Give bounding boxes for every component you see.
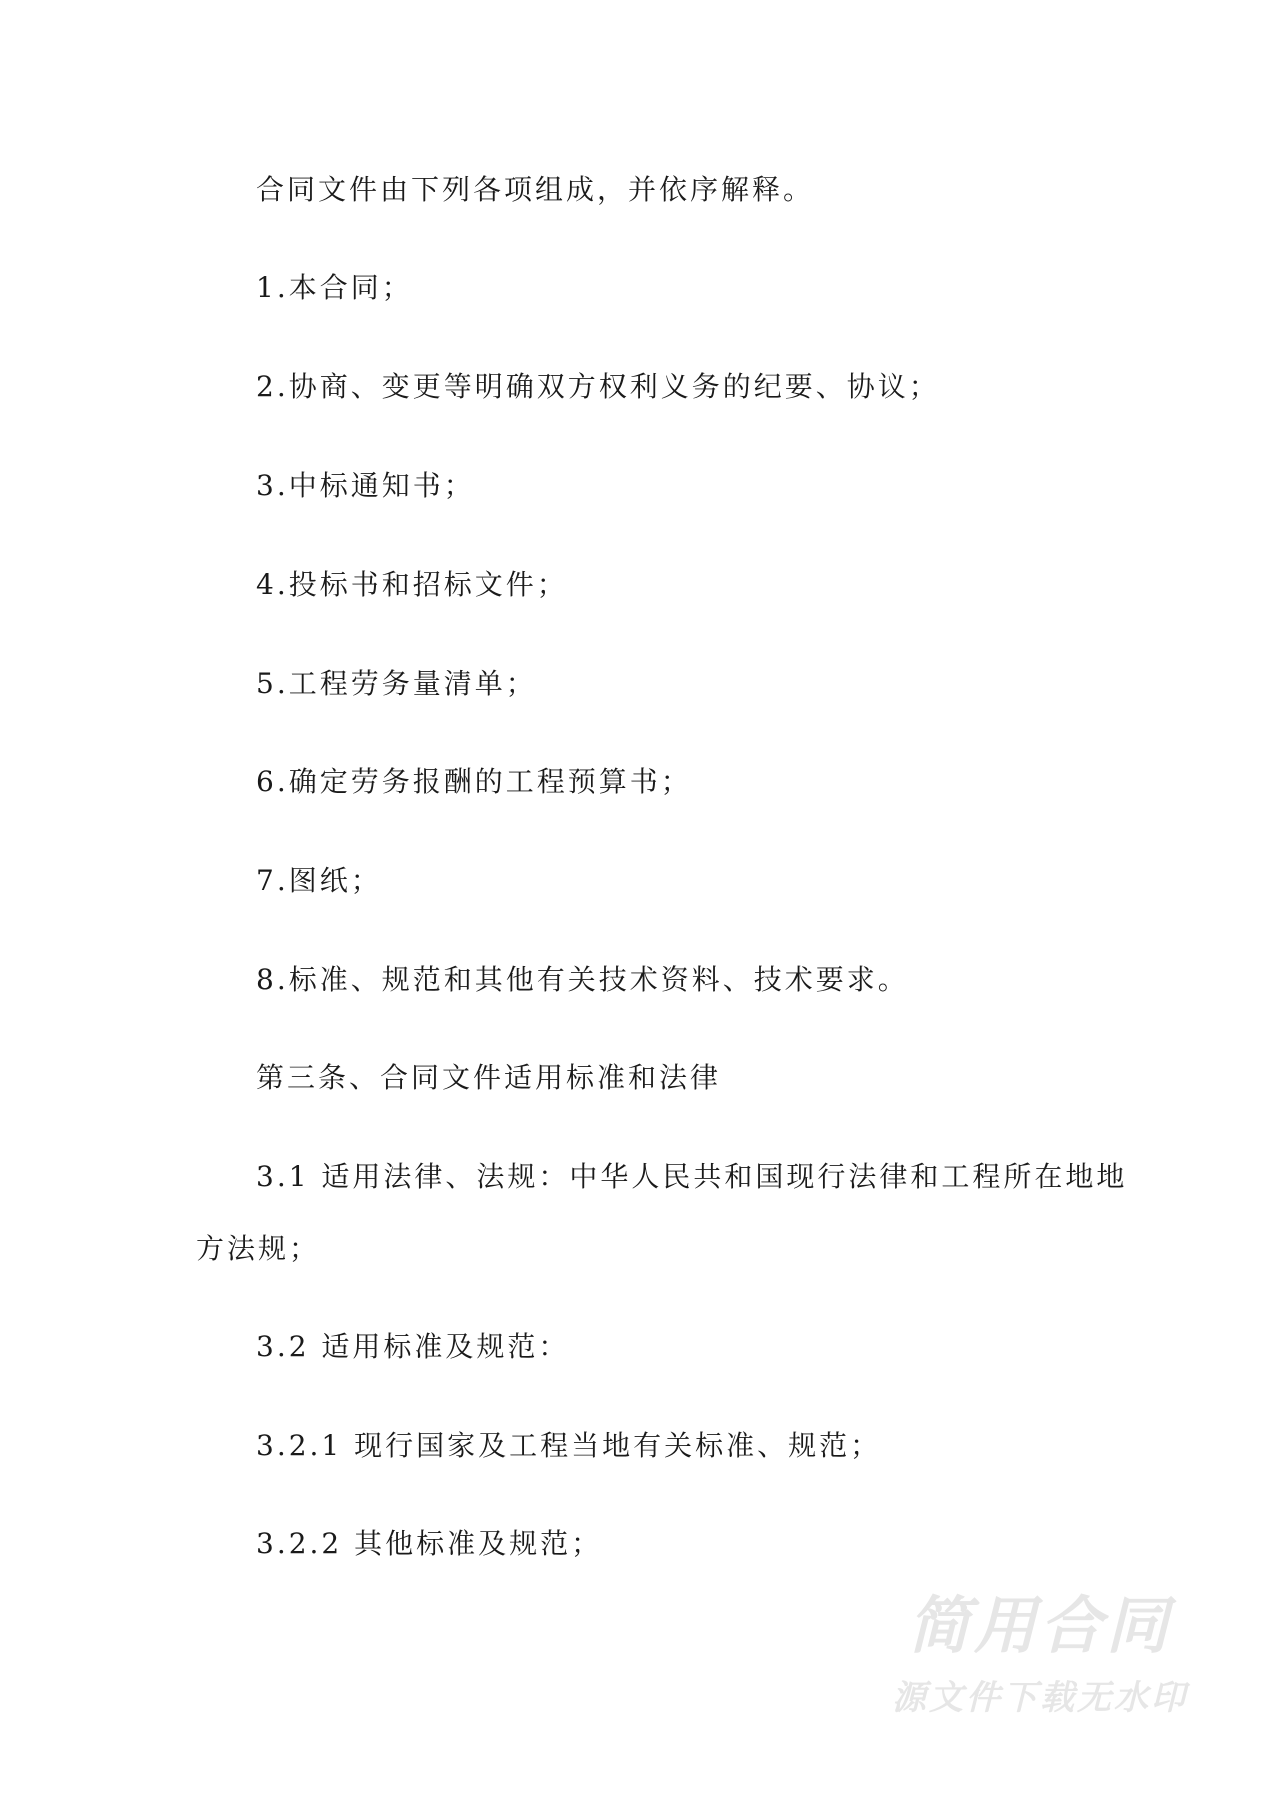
- clause-3-2-2: 3.2.2 其他标准及规范；: [256, 1527, 603, 1560]
- list-item-4: 4.投标书和招标文件；: [256, 568, 568, 601]
- clause-3-2: 3.2 适用标准及规范：: [256, 1330, 570, 1363]
- list-item-6: 6.确定劳务报酬的工程预算书；: [256, 765, 692, 798]
- watermark-title: 简用合同: [907, 1589, 1172, 1662]
- list-item-8: 8.标准、规范和其他有关技术资料、技术要求。: [256, 963, 909, 996]
- list-item-1: 1.本合同；: [256, 271, 413, 304]
- section-heading: 第三条、合同文件适用标准和法律: [256, 1061, 722, 1094]
- watermark-subtitle: 源文件下载无水印: [892, 1678, 1188, 1718]
- clause-3-1-line-2: 方法规；: [196, 1232, 321, 1265]
- list-item-2: 2.协商、变更等明确双方权利义务的纪要、协议；: [256, 370, 940, 403]
- list-item-5: 5.工程劳务量清单；: [256, 667, 537, 700]
- clause-3-1-line-1: 3.1 适用法律、法规：中华人民共和国现行法律和工程所在地地: [256, 1160, 1128, 1193]
- clause-3-2-1: 3.2.1 现行国家及工程当地有关标准、规范；: [256, 1429, 882, 1462]
- paragraph-intro: 合同文件由下列各项组成，并依序解释。: [256, 173, 815, 206]
- watermark: [880, 1590, 1200, 1740]
- list-item-7: 7.图纸；: [256, 864, 382, 897]
- list-item-3: 3.中标通知书；: [256, 469, 475, 502]
